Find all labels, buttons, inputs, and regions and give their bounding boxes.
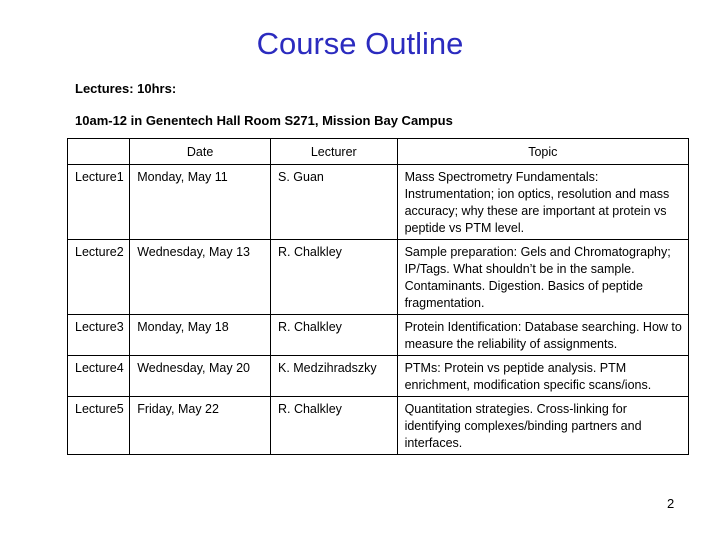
- table-row: [68, 165, 689, 240]
- cell-lecturer: K. Medzihradszky: [270, 356, 397, 397]
- cell-date: Friday, May 22: [130, 397, 271, 455]
- header-lecture: [68, 139, 130, 165]
- cell-date: Monday, May 11: [130, 165, 271, 240]
- header-lecturer: Lecturer: [270, 139, 397, 165]
- cell-lecturer: R. Chalkley: [270, 397, 397, 455]
- cell-topic: Mass Spectrometry Fundamentals: Instrumentation; ion optics, resolution and mass accuracy; why these are important at protein vs peptide vs PTM level.: [397, 165, 688, 240]
- table-row: [68, 315, 689, 356]
- cell-lecturer: R. Chalkley: [270, 240, 397, 315]
- location-line: 10am-12 in Genentech Hall Room S271, Mission Bay Campus: [75, 113, 453, 128]
- cell-lecture: Lecture4: [68, 356, 130, 397]
- page-number: 2: [667, 496, 675, 511]
- cell-date: Wednesday, May 20: [130, 356, 271, 397]
- cell-topic: Sample preparation: Gels and Chromatography; IP/Tags. What shouldn’t be in the sample. Contaminants. Digestion. Basics of peptide fragmentation.: [397, 240, 688, 315]
- cell-lecture: Lecture3: [68, 315, 130, 356]
- cell-topic: Protein Identification: Database searching. How to measure the reliability of assignments.: [397, 315, 688, 356]
- table-row: [68, 397, 689, 455]
- table-row: [68, 240, 689, 315]
- cell-lecturer: R. Chalkley: [270, 315, 397, 356]
- course-outline-table: [67, 138, 689, 455]
- page-title: Course Outline: [256, 26, 464, 61]
- cell-lecture: Lecture2: [68, 240, 130, 315]
- cell-date: Monday, May 18: [130, 315, 271, 356]
- table-row: [68, 356, 689, 397]
- cell-lecture: Lecture1: [68, 165, 130, 240]
- lectures-hours: Lectures: 10hrs:: [75, 81, 177, 96]
- cell-lecture: Lecture5: [68, 397, 130, 455]
- table-header-row: [68, 139, 689, 165]
- cell-lecturer: S. Guan: [270, 165, 397, 240]
- header-topic: Topic: [397, 139, 688, 165]
- cell-topic: Quantitation strategies. Cross-linking for identifying complexes/binding partners and interfaces.: [397, 397, 688, 455]
- cell-date: Wednesday, May 13: [130, 240, 271, 315]
- cell-topic: PTMs: Protein vs peptide analysis. PTM enrichment, modification specific scans/ions.: [397, 356, 688, 397]
- header-date: Date: [130, 139, 271, 165]
